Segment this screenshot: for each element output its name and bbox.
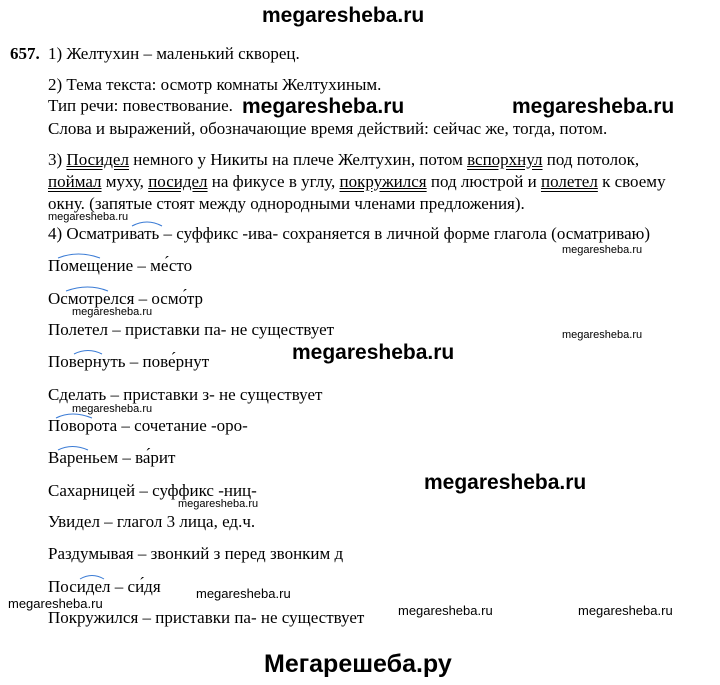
word-9: Увидел – глагол 3 лица, ед.ч. <box>48 512 256 531</box>
line-8: 4) Осматривать – суффикс -ива- сохраняется в личной форме глагола (осматриваю) <box>48 224 650 243</box>
l6-c: посидел <box>148 172 208 191</box>
watermark: megaresheba.ru <box>196 586 291 601</box>
watermark: megaresheba.ru <box>72 306 153 318</box>
line-6 <box>48 172 666 192</box>
word-8: Сахарницей – суффикс -ниц- <box>48 481 257 500</box>
line-7: окну. (запятые стоят между однородными членами предложения). <box>48 194 525 213</box>
l5-e: под потолок, <box>542 150 640 169</box>
word-1: Помещение – ме́сто <box>48 256 193 275</box>
watermark: megaresheba.ru <box>242 95 405 118</box>
l6-f: под люстрой и <box>426 172 541 191</box>
watermark: megaresheba.ru <box>292 341 455 364</box>
exercise-number: 657. <box>10 44 40 63</box>
line-3: Тип речи: повествование. <box>48 96 233 115</box>
watermark: megaresheba.ru <box>512 95 675 118</box>
l5-c: немного у Никиты на плече Желтухин, потом <box>128 150 468 169</box>
word-4: Повернуть – пове́рнут <box>48 352 210 371</box>
word-11: Посидел – си́дя <box>48 577 161 596</box>
l6-g: полетел <box>540 172 598 191</box>
l6-a: поймал <box>48 172 102 191</box>
l6-h: к своему <box>597 172 666 191</box>
watermark: megaresheba.ru <box>72 403 153 415</box>
l5-b: Посидел <box>66 150 129 169</box>
l5-a: 3) <box>48 150 67 169</box>
word-12: Покружился – приставки па- не существует <box>48 608 365 627</box>
l6-e: покружился <box>339 172 427 191</box>
word-3: Полетел – приставки па- не существует <box>48 320 335 339</box>
line-5 <box>48 150 639 170</box>
watermark: megaresheba.ru <box>398 603 493 618</box>
watermark: megaresheba.ru <box>178 498 259 510</box>
line-1: 1) Желтухин – маленький скворец. <box>48 44 300 63</box>
watermark: megaresheba.ru <box>562 329 643 341</box>
watermark: megaresheba.ru <box>8 596 103 611</box>
watermark: megaresheba.ru <box>578 603 673 618</box>
word-7: Вареньем – ва́рит <box>48 448 176 467</box>
l6-b: муху, <box>101 172 149 191</box>
watermark: megaresheba.ru <box>48 211 129 223</box>
watermark-top: megaresheba.ru <box>262 4 425 27</box>
footer-title: Мегарешеба.ру <box>264 650 452 678</box>
word-6: Поворота – сочетание -оро- <box>48 416 248 435</box>
l5-d: вспорхнул <box>467 150 543 169</box>
watermark: megaresheba.ru <box>424 471 587 494</box>
line-2: 2) Тема текста: осмотр комнаты Желтухиным. <box>48 75 382 94</box>
l6-d: на фикусе в углу, <box>207 172 340 191</box>
watermark: megaresheba.ru <box>562 244 643 256</box>
word-10: Раздумывая – звонкий з перед звонким д <box>48 544 344 563</box>
word-2: Осмотрелся – осмо́тр <box>48 289 204 308</box>
line-4: Слова и выражений, обозначающие время действий: сейчас же, тогда, потом. <box>48 119 608 138</box>
word-5: Сделать – приставки з- не существует <box>48 385 323 404</box>
